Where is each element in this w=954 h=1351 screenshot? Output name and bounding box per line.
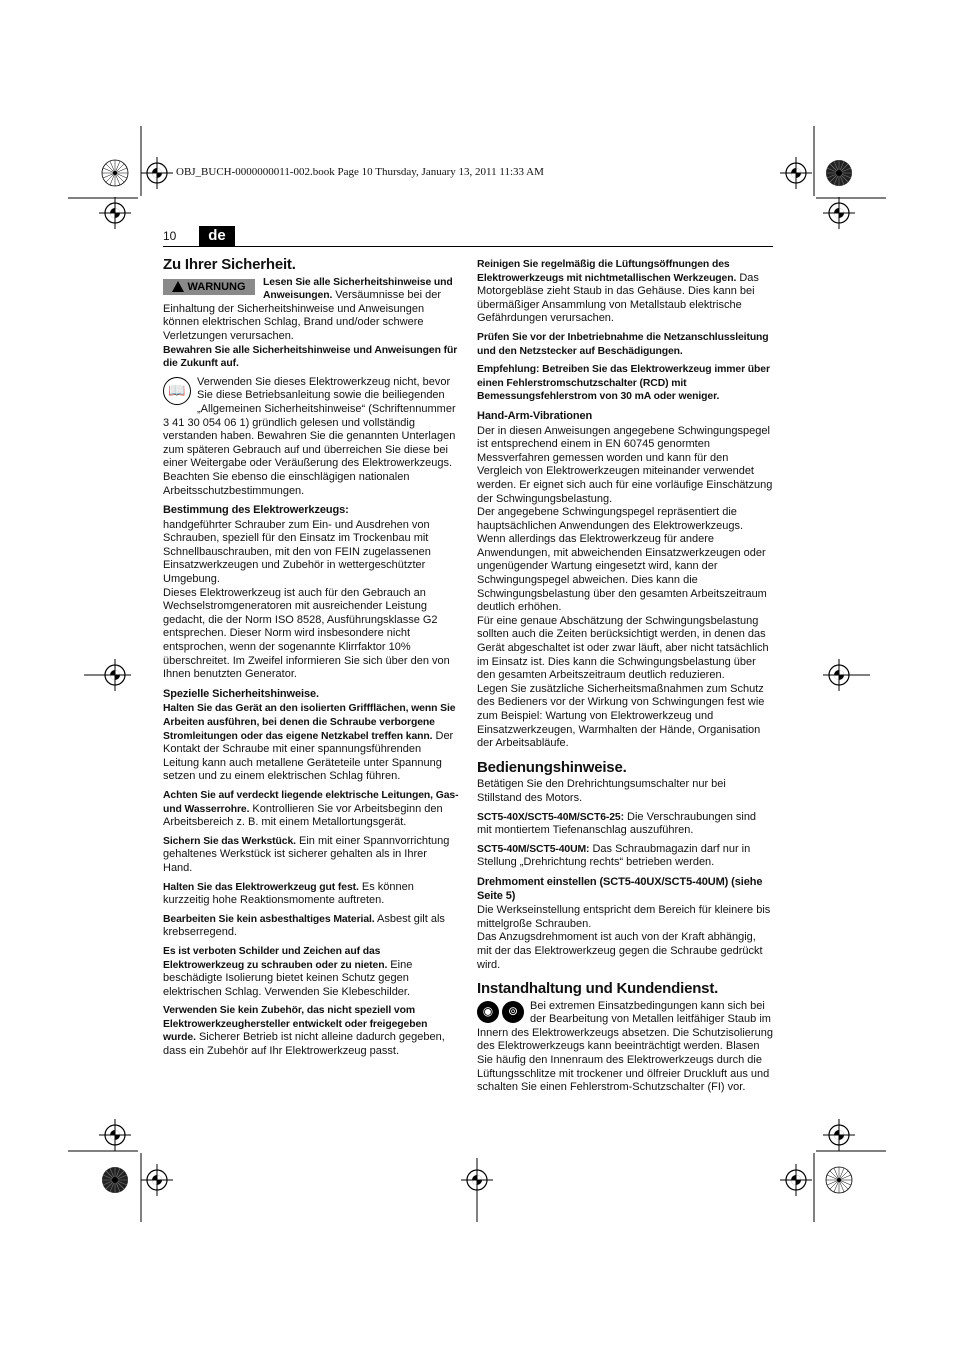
maintenance-paragraph <box>477 1000 773 1095</box>
torque-heading: Drehmoment einstellen (SCT5-40UX/SCT5-40UM) (siehe Seite 5) <box>477 875 763 902</box>
page-number: 10 <box>163 229 177 243</box>
manual-paragraph <box>163 376 459 471</box>
safety-item-2-text: Kontrollieren Sie vor Arbeitsbeginn den Arbeitsbereich z. B. mit einem Metallortungsgerät. <box>163 802 443 829</box>
safety-item-4-text: Es können kurzzeitig hohe Reaktionsmomente auftreten. <box>163 880 414 907</box>
torque-text-2: Das Anzugsdrehmoment ist auch von der Kraft abhängig, mit der das Elektrowerkzeug gegen die Schraube gedrückt wird. <box>477 931 763 971</box>
operation-item-2-text: Die Verschraubungen sind mit montiertem Tiefenanschlag auszuführen. <box>477 810 757 837</box>
safety-item-7-text: Sicherer Betrieb ist nicht alleine dadurch gegeben, dass ein Zubehör auf Ihr Elektrowerkzeug passt. <box>163 1031 445 1058</box>
purpose-heading: Bestimmung des Elektrowerkzeugs: <box>163 504 349 517</box>
eye-protection-icon: ◉ <box>477 1001 499 1023</box>
safety-item-3 <box>163 835 459 876</box>
safety-item-5-text: Asbest gilt als krebserregend. <box>163 912 445 939</box>
safety-item-1 <box>163 702 459 784</box>
right-column <box>477 258 773 1100</box>
warning-label: WARNUNG <box>187 280 246 293</box>
vibration-text-4: Legen Sie zusätzliche Sicherheitsmaßnahmen zum Schutz des Bedieners vor der Wirkung von Schwingungen fest wie zum Beispiel: Wartung von Elektrowerkzeug und Einsatzwerkzeugen, Warmhalten der Hände, Organisation der Arbeitsabläufe. <box>477 682 765 750</box>
section-title-operation: Bedienungshinweise. <box>477 758 627 776</box>
section-title-safety: Zu Ihrer Sicherheit. <box>163 256 296 273</box>
operation-item-2-bold: SCT5-40X/SCT5-40M/SCT6-25: <box>477 811 624 823</box>
read-manual-icon: 📖 <box>163 377 191 405</box>
maintenance-text: Bei extremen Einsatzbedingungen kann sich bei der Bearbeitung von Metallen leitfähiger Staub im Innern des Elektrowerkzeugs absetzen. Die Schutzisolierung des Elektrowerkzeugs kann beeinträchtigt werden. Blasen Sie häufig den Innenraum des Elektrowerkzeugs durch die Lüftungsschlitze mit trockener und ölfreier Druckluft aus und schalten Sie einen Fehlerstrom-Schutzschalter (FI) vor. <box>477 999 773 1094</box>
rcd-recommendation: Empfehlung: Betreiben Sie das Elektrowerkzeug immer über einen Fehlerstromschutzschalter (RCD) mit Bemessungsfehlerstrom von 30 mA oder weniger. <box>477 364 770 403</box>
left-column <box>163 258 459 1064</box>
purpose-text: handgeführter Schrauber zum Ein- und Ausdrehen von Schrauben, speziell für den Einsatz im Trockenbau mit Schnellbauschrauben, mit den von FEIN zugelassenen Einsatzwerkzeugen und Zubehör in wettergeschützter Umgebung. <box>163 518 431 586</box>
operation-item-2 <box>477 811 773 838</box>
maintenance-icons <box>477 1001 524 1023</box>
special-heading: Spezielle Sicherheitshinweise. <box>163 687 319 700</box>
safety-item-5 <box>163 913 459 940</box>
section-title-maintenance: Instandhaltung und Kundendienst. <box>477 980 719 998</box>
vibration-text-3: Für eine genaue Abschätzung der Schwingungsbelastung sollten auch die Zeiten berücksichtigt werden, in denen das Gerät abgeschaltet ist oder zwar läuft, aber nicht tatsächlich im Einsatz ist. Dies kann die Schwingungsbelastung über den gesamten Arbeitszeitraum deutlich reduzieren. <box>477 614 769 682</box>
keep-instructions: Bewahren Sie alle Sicherheitshinweise und Anweisungen für die Zukunft auf. <box>163 344 458 370</box>
generator-text: Dieses Elektrowerkzeug ist auch für den Gebrauch an Wechselstromgeneratoren mit ausreichender Leistung gedacht, die der Norm ISO 8528, Ausführungsklasse G2 entsprechen. Dieser Norm wird insbesondere nicht entsprochen, wenn der sogenannte Klirrfaktor 10% überschreitet. Im Zweifel informieren Sie sich über den von Ihnen benutzten Generator. <box>163 586 450 681</box>
vibration-text-2: Der angegebene Schwingungspegel repräsentiert die hauptsächlichen Anwendungen des Elektrowerkzeugs. Wenn allerdings das Elektrowerkzeug für andere Anwendungen, mit abweichenden Einsatzwerkzeugen oder ungenügender Wartung eingesetzt wird, kann der Schwingungspegel abweichen. Dies kann die Schwingungsbelastung über den gesamten Arbeitszeitraum deutlich erhöhen. <box>477 506 767 614</box>
safety-item-4 <box>163 881 459 908</box>
operation-item-3-bold: SCT5-40M/SCT5-40UM: <box>477 843 590 855</box>
safety-item-2 <box>163 789 459 830</box>
operation-text-1: Betätigen Sie den Drehrichtungsumschalter nur bei Stillstand des Motors. <box>477 778 726 804</box>
vibration-heading: Hand-Arm-Vibrationen <box>477 409 593 422</box>
cable-check-item: Prüfen Sie vor der Inbetriebnahme die Netzanschlussleitung und den Netzstecker auf Beschädigungen. <box>477 331 769 357</box>
warning-bold: Lesen Sie alle Sicherheitshinweise und Anweisungen. <box>263 276 453 302</box>
dust-mask-icon: ⊚ <box>502 1001 524 1023</box>
torque-text-1: Die Werkseinstellung entspricht dem Bereich für kleinere bis mittelgroße Schrauben. <box>477 904 771 930</box>
safety-item-3-text: Ein mit einer Spannvorrichtung gehaltenes Werkstück ist sicherer gehalten als in Ihrer Hand. <box>163 834 450 874</box>
operation-item-3-text: Das Schraubmagazin darf nur in Stellung „Drehrichtung rechts“ betrieben werden. <box>477 842 751 869</box>
safety-item-6 <box>163 945 459 999</box>
manual-text: Verwenden Sie dieses Elektrowerkzeug nicht, bevor Sie diese Betriebsanleitung sowie die beiliegenden „Allgemeinen Sicherheitshinweise“ (Schriftennummer 3 41 30 054 06 1) gründlich gelesen und vollständig verstanden haben. Bewahren Sie die genannten Unterlagen zum späteren Gebrauch auf und überreichen Sie diese bei einer Weitergabe oder Veräußerung des Elektrowerkzeugs. <box>163 375 456 470</box>
safety-item-6-text: Eine beschädigte Isolierung bietet keinen Schutz gegen elektrischen Schlag. Verwenden Sie Klebeschilder. <box>163 958 413 998</box>
safety-item-6-bold: Es ist verboten Schilder und Zeichen auf das Elektrowerkzeug zu schrauben oder zu nieten. <box>163 945 388 971</box>
warning-triangle-icon <box>172 281 184 292</box>
safety-item-2-bold: Achten Sie auf verdeckt liegende elektrische Leitungen, Gas- und Wasserrohre. <box>163 789 459 815</box>
ventilation-bold: Reinigen Sie regelmäßig die Lüftungsöffnungen des Elektrowerkzeugs mit nichtmetallischen Werkzeugen. <box>477 259 737 284</box>
header-rule <box>163 246 773 247</box>
safety-item-1-text: Der Kontakt der Schraube mit einer spannungsführenden Leitung kann auch metallene Geräteteile unter Spannung setzen und zu einem elektrischen Schlag führen. <box>163 729 454 783</box>
safety-item-5-bold: Bearbeiten Sie kein asbesthaltiges Material. <box>163 913 375 925</box>
warning-badge <box>163 279 255 295</box>
safety-item-7 <box>163 1004 459 1058</box>
warning-text: Versäumnisse bei der Einhaltung der Sicherheitshinweise und Anweisungen können elektrischen Schlag, Brand und/oder schwere Verletzungen verursachen. <box>163 289 442 342</box>
book-file-header: OBJ_BUCH-0000000011-002.book Page 10 Thursday, January 13, 2011 11:33 AM <box>176 166 544 178</box>
vibration-text-1: Der in diesen Anweisungen angegebene Schwingungspegel ist entsprechend einem in EN 60745 genormten Messverfahren gemessen worden und kann für den Vergleich von Elektrowerkzeugen miteinander verwendet werden. Er eignet sich auch für eine vorläufige Einschätzung der Schwingungsbelastung. <box>477 424 773 505</box>
ventilation-text: Das Motorgebläse zieht Staub in das Gehäuse. Dies kann bei übermäßiger Ansammlung von Metallstaub elektrische Gefährdungen verursachen. <box>477 271 759 325</box>
safety-item-4-bold: Halten Sie das Elektrowerkzeug gut fest. <box>163 881 359 893</box>
ventilation-item <box>477 258 773 326</box>
warning-paragraph <box>163 276 459 344</box>
national-text: Beachten Sie ebenso die einschlägigen nationalen Arbeitsschutzbestimmungen. <box>163 470 410 497</box>
safety-item-3-bold: Sichern Sie das Werkstück. <box>163 835 296 847</box>
operation-item-3 <box>477 843 773 870</box>
safety-item-1-bold: Halten Sie das Gerät an den isolierten Griffflächen, wenn Sie Arbeiten ausführen, bei denen die Schraube verborgene Stromleitungen oder das eigene Netzkabel treffen kann. <box>163 703 456 742</box>
safety-item-7-bold: Verwenden Sie kein Zubehör, das nicht speziell vom Elektrowerkzeughersteller entwickelt oder freigegeben wurde. <box>163 1005 428 1044</box>
language-tab: de <box>199 226 235 246</box>
